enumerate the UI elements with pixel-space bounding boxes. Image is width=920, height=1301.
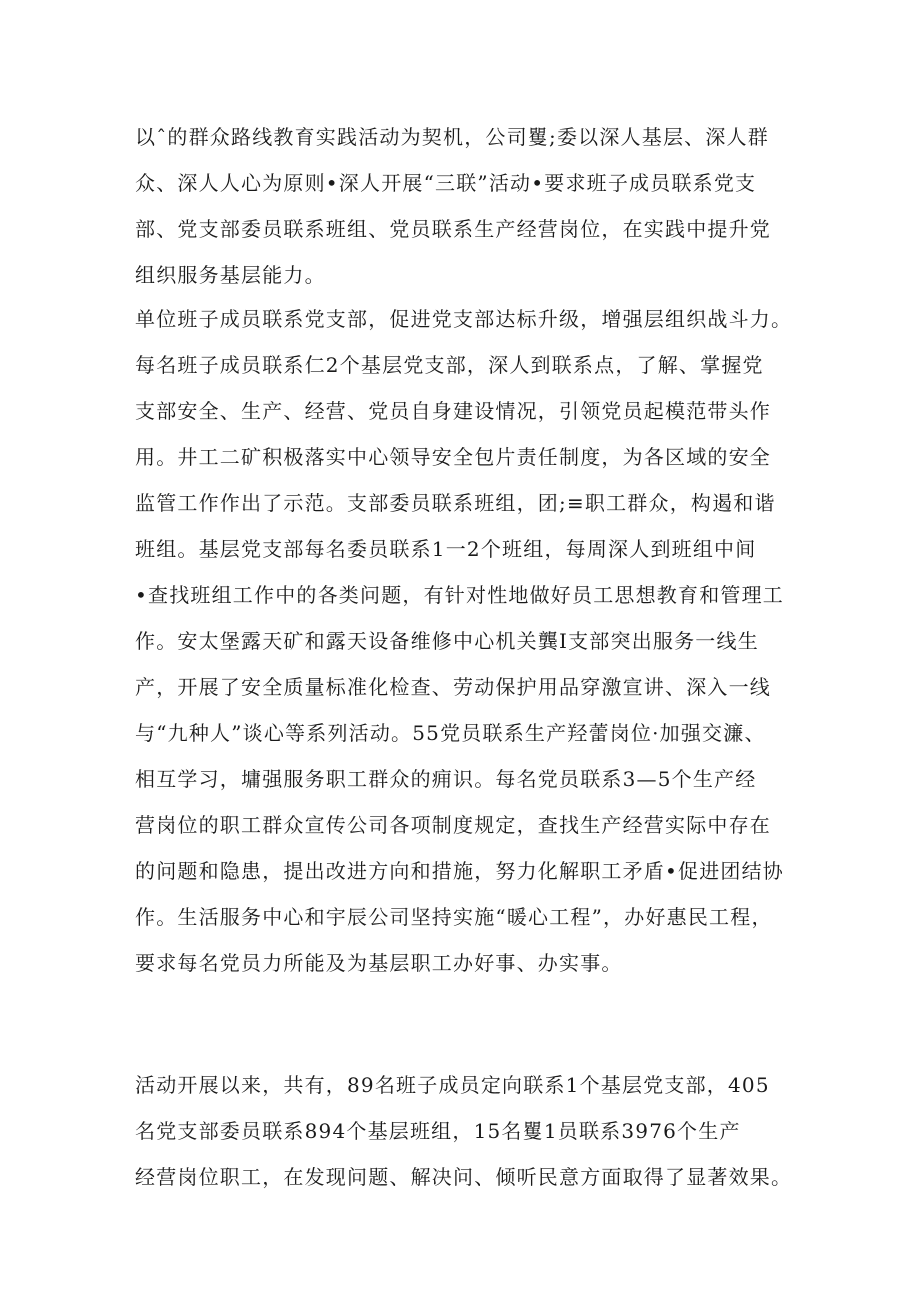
paragraph-summary	[135, 1062, 835, 1200]
text-line: 活动开展以来，共有，89名班子成员定向联系1个基层党支部，405	[135, 1073, 770, 1097]
text-line: 组织服务基层能力。	[135, 263, 326, 287]
text-line: 经营岗位职工，在发现问题、解决问、倾听民意方面取得了显著效果。	[135, 1165, 793, 1189]
text-line: 用。井工二矿积极落实中心领导安全包片责任制度，为各区域的安全	[135, 445, 771, 469]
text-line: 单位班子成员联系党支部，促进党支部达标升级，增强层组织战斗力。	[135, 307, 793, 331]
text-line: 作。生活服务中心和宇辰公司坚持实施“暖心工程”，办好惠民工程，	[135, 905, 773, 929]
text-line: 与“九种人”谈心等系列活动。55党员联系生产羟蕾岗位·加强交濂、	[135, 721, 766, 745]
text-line: 相互学习，墉强服务职工群众的痈识。每名党员联系3—5个生产经	[135, 767, 757, 791]
paragraph-body	[135, 296, 835, 986]
text-line: 名党支部委员联系894个基层班组，15名矍1员联系3976个生产	[135, 1119, 741, 1143]
text-line: 的问题和隐患，提出改进方向和措施，努力化解职工矛盾•促进团结协	[135, 859, 784, 883]
text-line: 产，开展了安全质量标准化检查、劳动保护用品穿激宣讲、深入一线	[135, 675, 771, 699]
text-line: 作。安太堡露天矿和露天设备维修中心机关龔I支部突出服务一线生	[135, 629, 759, 653]
text-line: 要求每名党员力所能及为基层职工办好事、办实事。	[135, 951, 623, 975]
text-line: 以ˆ的群众路线教育实践活动为契机，公司矍;委以深人基层、深人群	[135, 125, 769, 149]
text-line: 监管工作作出了示范。支部委员联系班组，团;≡职工群众，构遏和谐	[135, 491, 776, 515]
text-line: 班组。基层党支部每名委员联系1一2个班组，每周深人到班组中间	[135, 537, 757, 561]
text-line: 部、党支部委员联系班组、党员联系生产经营岗位，在实践中提升党	[135, 217, 771, 241]
text-line: 营岗位的职工群众宣传公司各项制度规定，查找生产经营实际中存在	[135, 813, 771, 837]
text-line: 每名班子成员联系仁2个基层党支部，深人到联系点，了解、掌握党	[135, 353, 764, 377]
text-line: 众、深人人心为原则•深人开展“三联”活动•要求班子成员联系党支	[135, 171, 757, 195]
paragraph-intro	[135, 114, 835, 298]
text-line: 支部安全、生产、经营、党员自身建设情况，引领党员起模范带头作	[135, 399, 771, 423]
text-line: •查找班组工作中的各类问题，有针对性地做好员工思想教育和管理工	[135, 583, 784, 607]
